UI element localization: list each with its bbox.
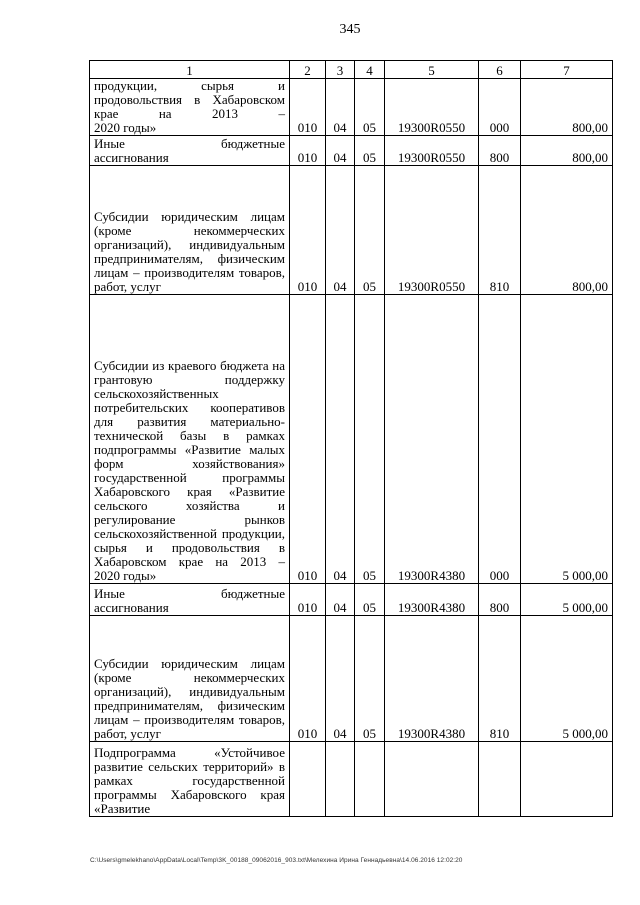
header-col-5: 5 [385, 61, 479, 79]
row-name-last-line: ассигнования [94, 600, 169, 615]
row-name-line: Субсидии юридическим лицам (кроме некоммерческих [94, 656, 285, 685]
cell-section: 04 [326, 295, 355, 584]
table-row [90, 742, 613, 817]
row-name-last-line: работ, услуг [94, 726, 162, 741]
cell-section [326, 742, 355, 817]
cell-type: 800 [479, 584, 521, 616]
cell-code: 010 [290, 295, 326, 584]
header-col-7: 7 [521, 61, 613, 79]
page-number: 345 [339, 22, 361, 37]
cell-type: 000 [479, 295, 521, 584]
row-name-line: физическим лицам – производителям товаров, [94, 251, 285, 280]
cell-subsection: 05 [355, 295, 385, 584]
cell-amount: 5 000,00 [521, 295, 613, 584]
row-name-line: Хабаровском крае на 2013 – [94, 92, 286, 121]
row-name-cell [90, 79, 290, 136]
cell-subsection: 05 [355, 616, 385, 742]
cell-target: 19300R4380 [385, 616, 479, 742]
cell-subsection: 05 [355, 166, 385, 295]
table-row [90, 79, 613, 136]
row-name-last-line: ассигнования [94, 150, 169, 165]
header-col-3: 3 [326, 61, 355, 79]
header-row [90, 61, 613, 79]
row-name-line: организаций), индивидуальным предпринимателям, [94, 237, 285, 266]
cell-target: 19300R0550 [385, 166, 479, 295]
row-name-line: организаций), индивидуальным предпринимателям, [94, 684, 285, 713]
row-name-cell [90, 295, 290, 584]
row-name-line: продукции, сырья и продовольствия в [94, 78, 285, 107]
cell-code: 010 [290, 616, 326, 742]
cell-type: 810 [479, 166, 521, 295]
row-name-line: Субсидии из краевого бюджета на грантовую поддержку сельскохозяйственных потребительских кооперативов для развития материально-технической базы в рамках подпрограммы «Развитие малых форм хозяйствования» государственной программы Хабаровского края «Развитие сельского хозяйства и регулирование рынков сельскохозяйственной продукции, сырья и продовольствия в [94, 358, 285, 555]
table-row [90, 166, 613, 295]
cell-amount: 800,00 [521, 79, 613, 136]
cell-target: 19300R0550 [385, 136, 479, 166]
cell-amount: 5 000,00 [521, 616, 613, 742]
row-name-cell [90, 136, 290, 166]
row-name-line: Хабаровском крае на 2013 – [94, 554, 285, 569]
row-name-cell [90, 166, 290, 295]
footer-file-path: C:\Users\gmelekhano\AppData\Local\Temp\3K_00188_09062016_903.txt\Мелехина Ирина Геннадьевна\14.06.2016 12:02:20 [90, 857, 463, 864]
row-name-cell [90, 616, 290, 742]
cell-code: 010 [290, 166, 326, 295]
cell-code: 010 [290, 584, 326, 616]
cell-amount: 5 000,00 [521, 584, 613, 616]
row-name-cell [90, 584, 290, 616]
header-col-2: 2 [290, 61, 326, 79]
header-col-6: 6 [479, 61, 521, 79]
cell-type [479, 742, 521, 817]
cell-type: 810 [479, 616, 521, 742]
cell-subsection: 05 [355, 136, 385, 166]
cell-subsection: 05 [355, 79, 385, 136]
cell-section: 04 [326, 166, 355, 295]
cell-amount [521, 742, 613, 817]
cell-subsection: 05 [355, 584, 385, 616]
cell-target: 19300R4380 [385, 295, 479, 584]
table-row [90, 584, 613, 616]
row-name-line: Иные бюджетные [94, 586, 285, 601]
cell-section: 04 [326, 616, 355, 742]
row-name-line: Субсидии юридическим лицам (кроме некоммерческих [94, 209, 285, 238]
table-row [90, 136, 613, 166]
row-name-cell [90, 742, 290, 817]
table-row [90, 616, 613, 742]
row-name-line: Подпрограмма «Устойчивое развитие сельских территорий» в рамках государственной программы Хабаровского края «Развитие [94, 745, 285, 816]
table-row [90, 295, 613, 584]
row-name-line: физическим лицам – производителям товаров, [94, 698, 285, 727]
cell-amount: 800,00 [521, 166, 613, 295]
cell-type: 000 [479, 79, 521, 136]
row-name-line: Иные бюджетные [94, 136, 285, 151]
cell-code: 010 [290, 136, 326, 166]
cell-section: 04 [326, 79, 355, 136]
cell-section: 04 [326, 584, 355, 616]
cell-target: 19300R0550 [385, 79, 479, 136]
cell-type: 800 [479, 136, 521, 166]
header-col-1: 1 [90, 61, 290, 79]
cell-code [290, 742, 326, 817]
budget-table [89, 60, 613, 817]
row-name-last-line: 2020 годы» [94, 568, 157, 583]
cell-subsection [355, 742, 385, 817]
row-name-last-line: 2020 годы» [94, 120, 157, 135]
cell-section: 04 [326, 136, 355, 166]
cell-code: 010 [290, 79, 326, 136]
row-name-last-line: работ, услуг [94, 279, 162, 294]
cell-target [385, 742, 479, 817]
header-col-4: 4 [355, 61, 385, 79]
cell-target: 19300R4380 [385, 584, 479, 616]
cell-amount: 800,00 [521, 136, 613, 166]
